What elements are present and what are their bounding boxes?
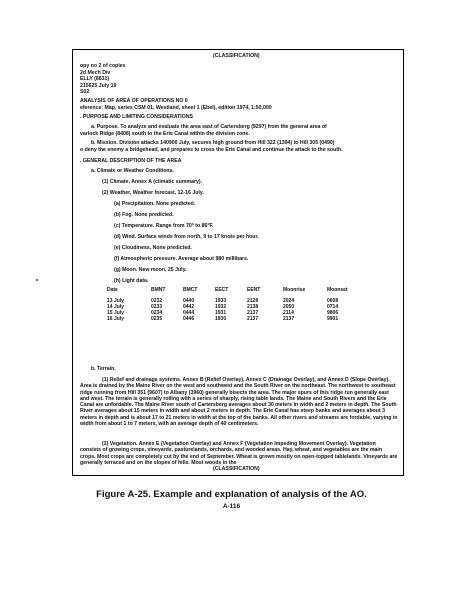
table-cell: 1933	[215, 298, 227, 304]
climate-heading: a. Climate or Weather Conditions.	[91, 168, 174, 174]
column-header: BMCT	[183, 287, 198, 293]
mission-line-2: o deny the enemy a bridgehead, and prepares to cross the Erie Canal and continue the attack to the south.	[80, 146, 343, 153]
weather-subitem: (g) Moon. New moon, 25 July.	[114, 267, 187, 273]
column-header: Moonset	[327, 287, 348, 293]
table-cell: 0608	[327, 298, 339, 304]
copy-number-line: opy no 2 of copies	[80, 63, 126, 69]
column-header: Date	[107, 287, 118, 293]
vegetation-paragraph: (2) Vegetation. Annex E (Vegetation Overlay) and Annex F (Vegetation Impeding Movement Overlay). Vegetation consists of growing crops, vineyards, pasturelands, orchards, and wooded areas. Hay, wheat, and vegetables are the main crops. Most crops are completely cut by the end of September. Wheat is grown mostly on open-topped tablelands. Vineyards are generally terraced and on the slopes of hills. Most woods in the	[80, 441, 398, 466]
table-cell: 2137	[283, 316, 295, 322]
column-header: EECT	[215, 287, 229, 293]
weather-subitem: (f) Atmospheric pressure. Average about 980 millibars.	[114, 256, 249, 262]
table-cell: 2050	[283, 304, 295, 310]
table-cell: 0446	[183, 316, 195, 322]
date-time-group: 215625 July 19	[80, 82, 117, 89]
table-cell: 2138	[247, 304, 259, 310]
classification-top: (CLASSIFICATION)	[213, 53, 260, 59]
section-2-heading: . GENERAL DESCRIPTION OF THE AREA	[80, 158, 182, 164]
table-cell: 1932	[215, 304, 227, 310]
weather-subitem: (b) Fog. None predicted.	[114, 212, 174, 218]
document-title: ANALYSIS OF AREA OF OPERATIONS NO 6	[80, 98, 188, 104]
table-cell: 2114	[283, 310, 294, 316]
table-cell: 0440	[183, 298, 195, 304]
relief-drainage-paragraph: (1) Relief and drainage systems. Annex B (Relief Overlay), Annex C (Drainage Overlay), and Annex D (Slope Overlay). Area is drained by the Maine River on the west and southwest and the South River on the northeast. The northwest to southeast ridge running from Hill 351 (9607) to Albany (3960) generally bisects the area. The major spurs of this ridge run generally east and west. The terrain is generally rolling with a series of sharply, rising table lands. The Maine and South Rivers and the Erie Canal are unfordable. The Maine River south of Cartersberg averages about 30 meters in width and 2 meters in depth. The South River averages about 15 meters in width and about 2 meters in depth. The Erie Canal has steep banks and averages about 3 meters in depth and is about 17 to 21 meters in width at the top of the banks. All other rivers and streams are fordable, varying in width from about 1 to 7 meters, with an average depth of 40 centimeters.	[80, 377, 398, 428]
table-cell: 9806	[327, 310, 339, 316]
table-cell: 0234	[151, 310, 163, 316]
table-cell: 2137	[247, 310, 259, 316]
mission-line-1: b. Mission. Division attacks 140900 July, secures high ground from Hill 322 (1394) to Hill 305 (0490)	[91, 140, 335, 146]
figure-caption: Figure A-25. Example and explanation of analysis of the AO.	[96, 489, 367, 500]
weather-item: (2) Weather, Weather forecast, 12-16 July.	[102, 190, 204, 196]
map-reference: eference: Map, series CSM 01, Westland, sheet 1 (Ebel), edition 1974, 1:50,000	[80, 104, 272, 111]
table-cell: 14 July	[107, 304, 124, 310]
table-cell: 0442	[183, 304, 195, 310]
page-number: A-116	[222, 503, 241, 510]
table-cell: 1930	[215, 316, 227, 322]
table-cell: 15 July	[107, 310, 124, 316]
table-cell: 2137	[247, 316, 259, 322]
section-1-heading: . PURPOSE AND LIMITING CONSIDERATIONS	[80, 114, 193, 120]
column-header: Moonrise	[283, 287, 306, 293]
column-header: BMNT	[151, 287, 166, 293]
climate-item: (1) Climate, Annex A (climatic summary).	[102, 179, 203, 185]
weather-subitem: (d) Wind. Surface winds from north, 9 to 17 knots per hour.	[114, 234, 259, 240]
weather-subitem: (c) Temperature. Range from 70° to 86°F.	[114, 223, 214, 229]
weather-subitem: (e) Cloudiness. None predicted.	[114, 245, 192, 251]
weather-subitem: (h) Light data.	[114, 278, 149, 284]
table-cell: 0714	[327, 304, 339, 310]
table-cell: 9901	[327, 316, 339, 322]
table-cell: 2024	[283, 298, 295, 304]
purpose-line-2: varlock Ridge (8408) south to the Erie Canal within the division zone.	[80, 130, 250, 137]
table-cell: 0444	[183, 310, 195, 316]
table-cell: 0235	[151, 316, 163, 322]
purpose-line-1: a. Purpose. To analyze and evaluate the area east of Cartersberg (9297) from the general area of	[91, 124, 327, 130]
terrain-heading: b. Terrain.	[91, 366, 116, 372]
issuing-location: ELLY (8831)	[80, 76, 110, 82]
table-cell: 16 July	[107, 316, 124, 322]
issuing-unit: 2d Mech Div	[80, 69, 111, 76]
weather-subitem: (a) Precipitation. None predicted.	[114, 201, 196, 207]
message-reference: S02	[80, 89, 90, 95]
classification-bottom: (CLASSIFICATION)	[213, 466, 260, 472]
table-cell: 2128	[247, 298, 259, 304]
column-header: EENT	[247, 287, 261, 293]
light-data-table	[107, 287, 367, 322]
table-cell: 0233	[151, 304, 163, 310]
table-cell: 13 July	[107, 298, 124, 304]
table-row	[107, 316, 367, 322]
table-cell: 1931	[215, 310, 227, 316]
table-cell: 0232	[151, 298, 163, 304]
stray-mark	[36, 279, 38, 281]
